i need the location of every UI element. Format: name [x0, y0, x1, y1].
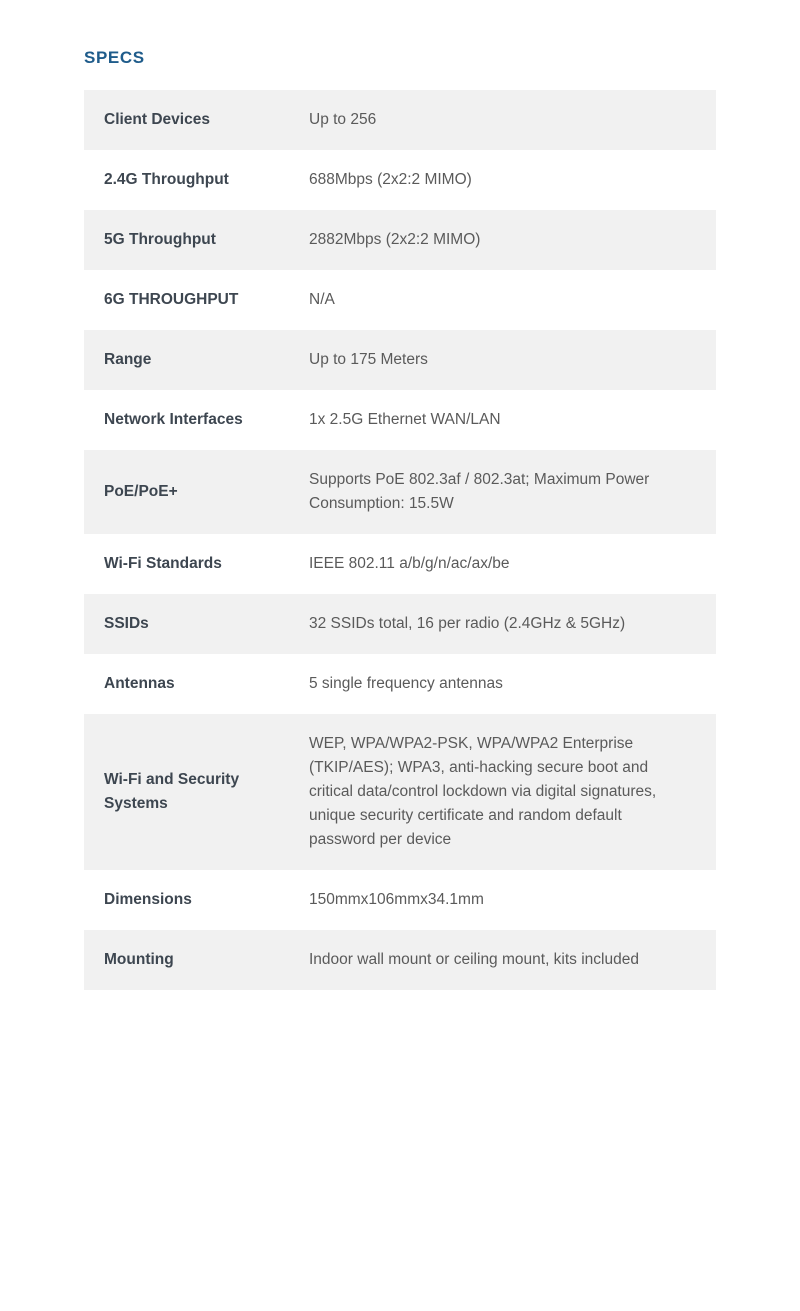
- table-row: [84, 90, 716, 150]
- table-row: [84, 714, 716, 870]
- spec-value: N/A: [309, 291, 335, 309]
- spec-label: Antennas: [104, 675, 175, 693]
- table-row: [84, 930, 716, 990]
- table-row: [84, 870, 716, 930]
- spec-label: Network Interfaces: [104, 411, 243, 429]
- spec-label: 2.4G Throughput: [104, 171, 229, 189]
- spec-label: SSIDs: [84, 594, 309, 654]
- spec-value: 688Mbps (2x2:2 MIMO): [309, 171, 472, 189]
- spec-label: Client Devices: [84, 90, 309, 150]
- spec-value: Up to 256: [309, 90, 716, 150]
- spec-value: 2882Mbps (2x2:2 MIMO): [309, 210, 716, 270]
- spec-label: 5G Throughput: [84, 210, 309, 270]
- spec-value: 150mmx106mmx34.1mm: [309, 891, 484, 909]
- table-row: [84, 534, 716, 594]
- spec-label: Dimensions: [104, 891, 192, 909]
- specs-table: [84, 90, 716, 990]
- spec-label: PoE/PoE+: [84, 450, 309, 534]
- specs-table-body: [84, 90, 716, 990]
- table-row: [84, 390, 716, 450]
- spec-value: Supports PoE 802.3af / 802.3at; Maximum Power Consumption: 15.5W: [309, 450, 716, 534]
- table-row: [84, 594, 716, 654]
- spec-value: 1x 2.5G Ethernet WAN/LAN: [309, 411, 501, 429]
- table-row: [84, 210, 716, 270]
- spec-label: Range: [84, 330, 309, 390]
- table-row: [84, 450, 716, 534]
- spec-value: IEEE 802.11 a/b/g/n/ac/ax/be: [309, 555, 510, 573]
- spec-label: 6G THROUGHPUT: [104, 291, 239, 309]
- table-row: [84, 150, 716, 210]
- spec-label: Wi-Fi and Security Systems: [84, 714, 309, 870]
- table-row: [84, 654, 716, 714]
- table-row: [84, 330, 716, 390]
- spec-value: 5 single frequency antennas: [309, 675, 503, 693]
- page-title: SPECS: [84, 48, 145, 67]
- spec-value: Up to 175 Meters: [309, 330, 716, 390]
- spec-value: WEP, WPA/WPA2-PSK, WPA/WPA2 Enterprise (TKIP/AES); WPA3, anti-hacking secure boot and critical data/control lockdown via digital signatures, unique security certificate and random default password per device: [309, 714, 716, 870]
- spec-value: 32 SSIDs total, 16 per radio (2.4GHz & 5GHz): [309, 594, 716, 654]
- spec-label: Wi-Fi Standards: [104, 555, 222, 573]
- spec-label: Mounting: [84, 930, 309, 990]
- spec-value: Indoor wall mount or ceiling mount, kits included: [309, 930, 716, 990]
- table-row: [84, 270, 716, 330]
